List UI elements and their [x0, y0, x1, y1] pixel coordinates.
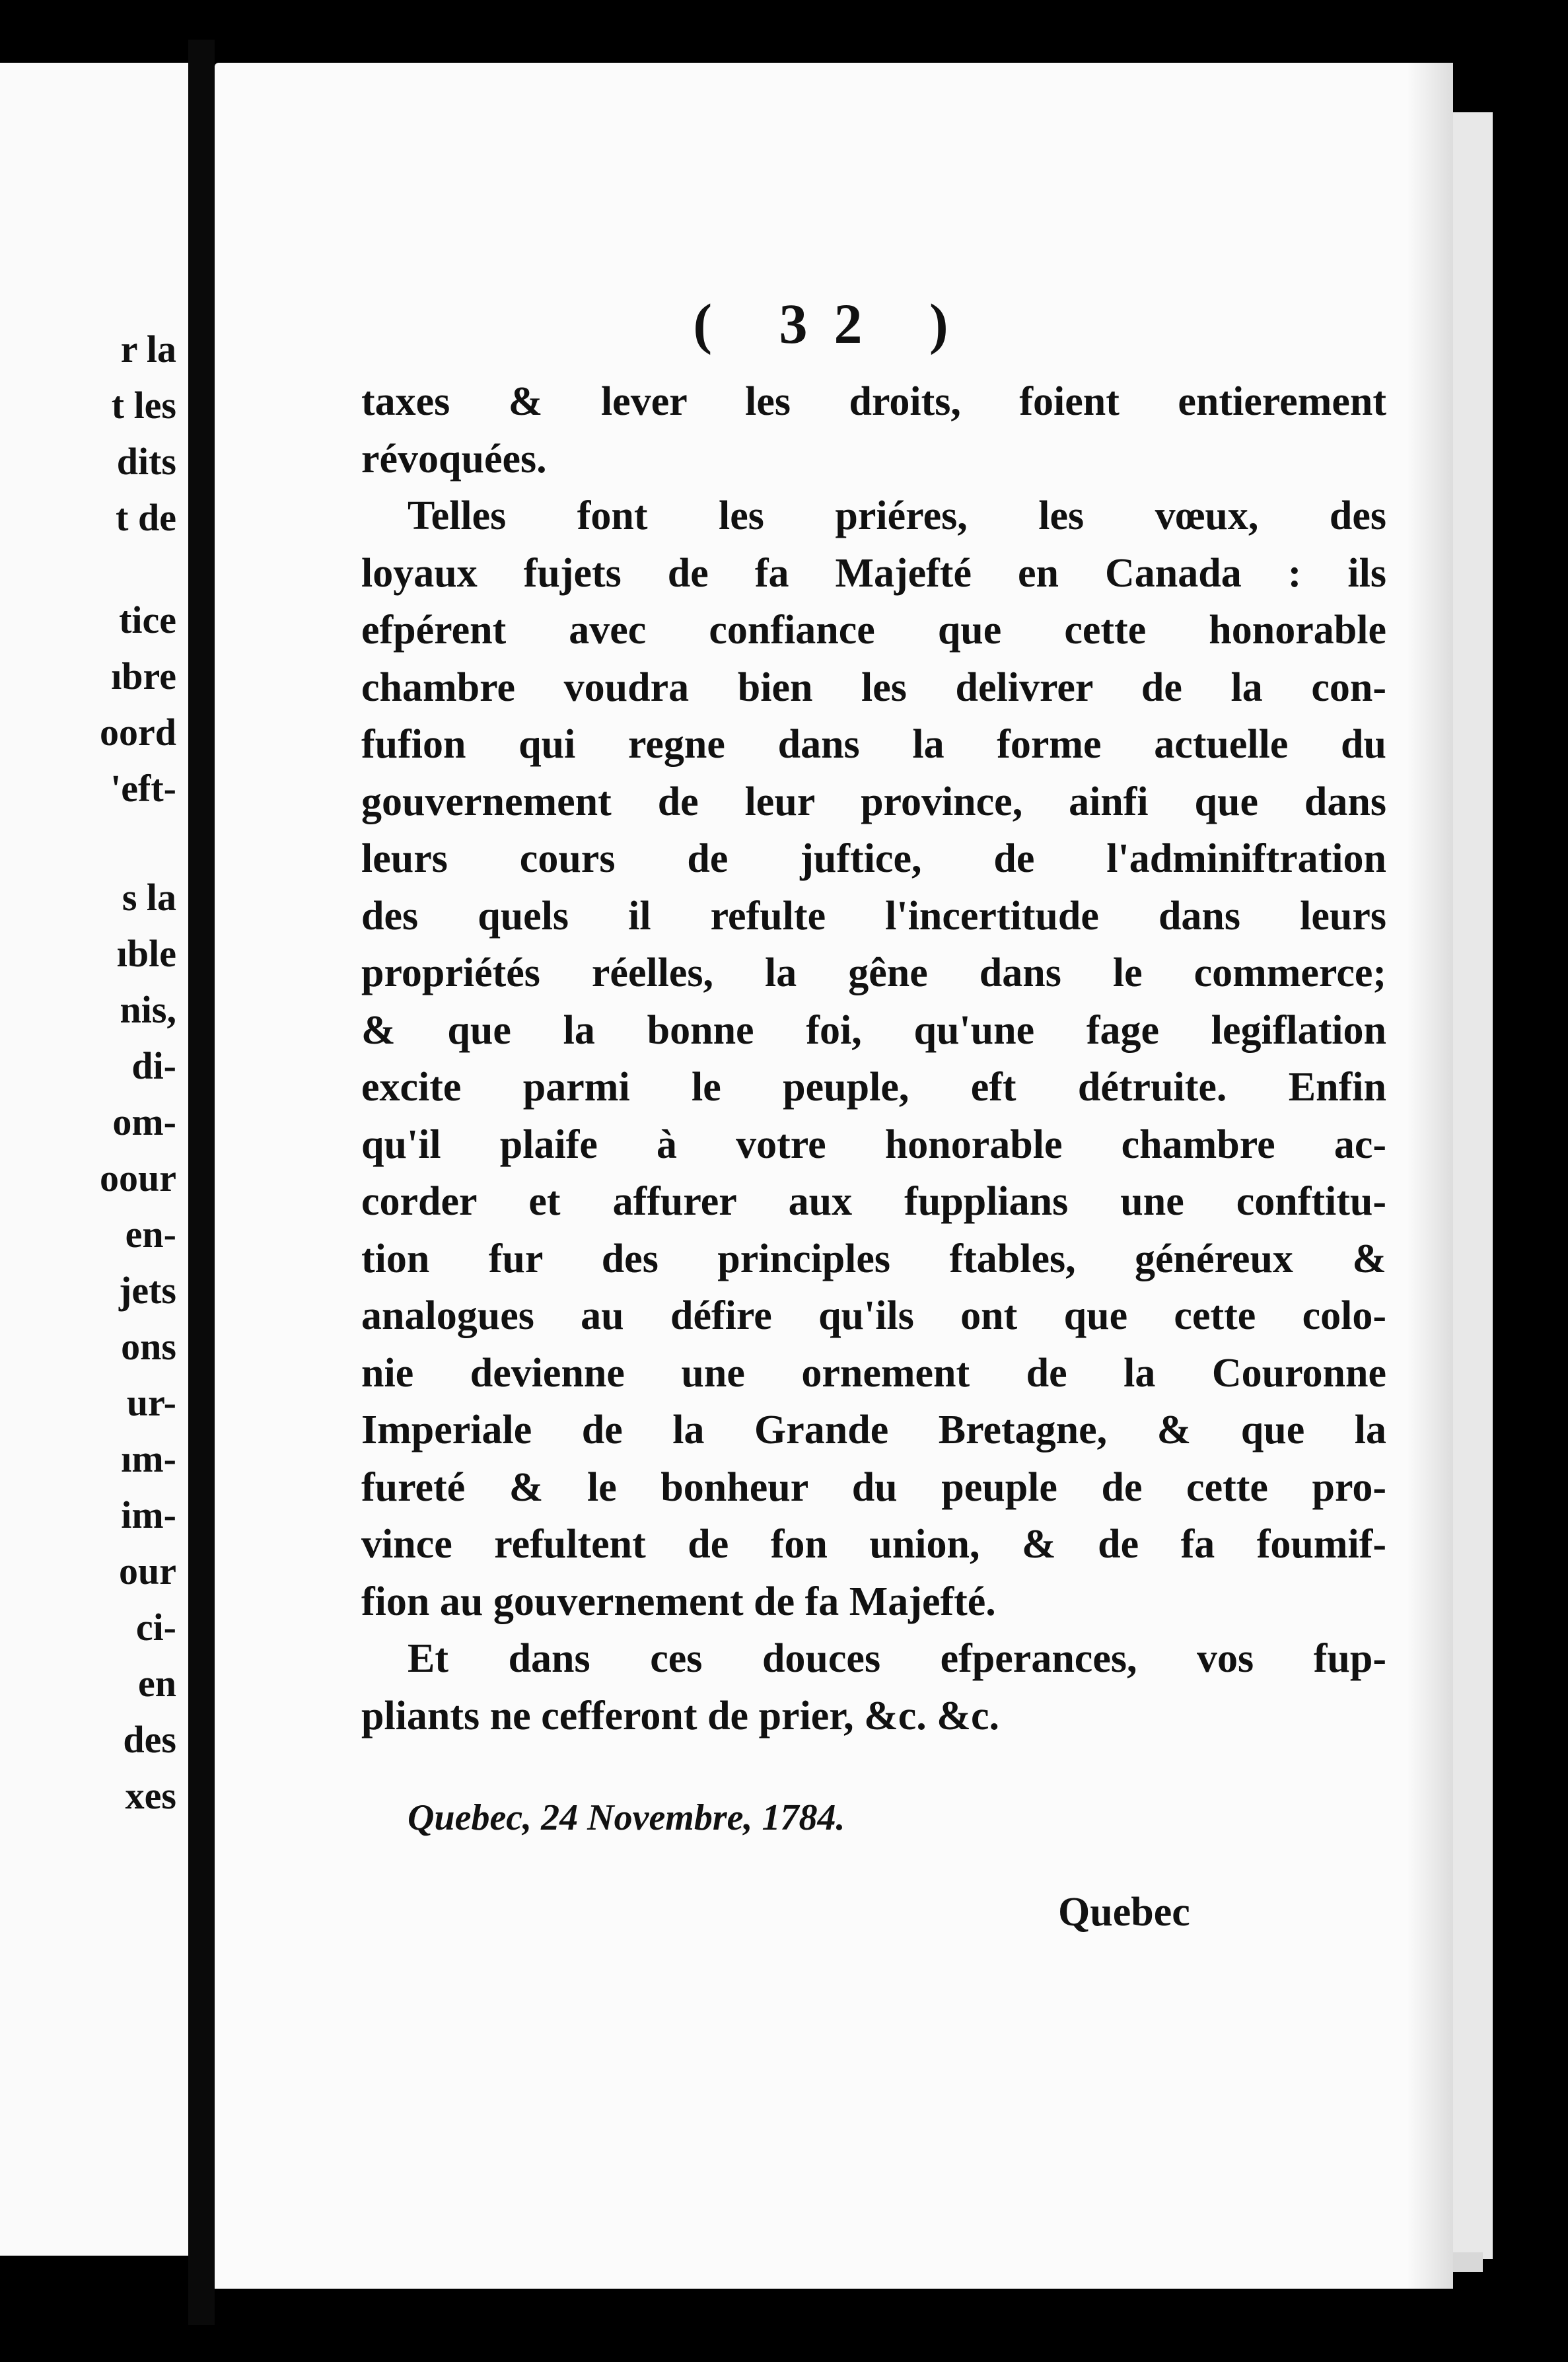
left-page-fragment: oour [100, 1157, 176, 1199]
text-line: excite parmi le peuple, eft détruite. Enfin [361, 1065, 1386, 1110]
text-line: gouvernement de leur province, ainfi que dans [361, 779, 1386, 824]
text-line: qu'il plaife à votre honorable chambre ac- [361, 1122, 1386, 1167]
left-page-fragment: ıble [116, 932, 176, 975]
text-line: corder et affurer aux fupplians une conftitu- [361, 1179, 1386, 1224]
left-page-fragment: s la [122, 876, 176, 919]
text-line: des quels il refulte l'incertitude dans leurs [361, 893, 1386, 939]
left-page-fragment: r la [120, 328, 176, 371]
text-line: efpérent avec confiance que cette honorable [361, 608, 1386, 653]
book-page [215, 63, 1453, 2289]
catchword: Quebec [1058, 1890, 1190, 1935]
left-page-fragment: 'eft- [110, 767, 176, 810]
text-line: Imperiale de la Grande Bretagne, & que la [361, 1408, 1386, 1452]
left-page-fragment: ci- [135, 1606, 176, 1649]
book-gutter [188, 40, 215, 2325]
text-line: révoquées. [361, 436, 547, 482]
text-line: nie devienne une ornement de la Couronne [361, 1350, 1386, 1396]
previous-page-fragment [0, 63, 188, 2256]
left-page-fragment: tice [119, 598, 176, 641]
left-page-fragment: jets [119, 1269, 176, 1312]
text-line: analogues au défire qu'ils ont que cette colo- [361, 1293, 1386, 1338]
text-line: taxes & lever les droits, foient entierement [361, 379, 1386, 424]
left-page-fragment: our [119, 1550, 176, 1593]
left-page-fragment: ons [121, 1325, 176, 1368]
text-line: Et dans ces douces efperances, vos fup- [408, 1636, 1386, 1681]
text-line: fion au gouvernement de fa Majefté. [361, 1579, 996, 1624]
left-page-fragment: oord [100, 711, 176, 754]
left-page-fragment: ım- [121, 1437, 176, 1480]
left-page-fragment: nis, [120, 988, 176, 1031]
body-text [361, 373, 1386, 1744]
left-page-fragment: des [123, 1718, 176, 1761]
page-number: ( 32 ) [693, 292, 975, 355]
left-page-fragment: di- [131, 1044, 176, 1087]
text-line: fufion qui regne dans la forme actuelle du [361, 722, 1386, 767]
text-line: chambre voudra bien les delivrer de la con- [361, 664, 1386, 710]
text-line: vince refultent de fon union, & de fa foumif- [361, 1522, 1386, 1567]
left-page-fragment: ur- [126, 1381, 176, 1424]
left-page-fragment: t de [116, 496, 176, 539]
text-line: loyaux fujets de fa Majefté en Canada : ils [361, 550, 1386, 596]
left-page-fragment: en- [125, 1213, 176, 1256]
left-page-fragment: dits [116, 440, 176, 483]
text-line: pliants ne cefferont de prier, &c. &c. [361, 1693, 999, 1738]
left-page-fragment: xes [125, 1774, 176, 1817]
text-line: tion fur des principles ftables, généreux & [361, 1236, 1386, 1281]
page-edge-right [1453, 112, 1493, 2259]
text-line: fureté & le bonheur du peuple de cette pro- [361, 1464, 1386, 1510]
left-page-fragment: im- [121, 1493, 176, 1536]
left-page-fragment: ıbre [111, 655, 176, 698]
left-page-fragment: om- [112, 1100, 176, 1143]
left-page-fragment: t les [111, 384, 176, 427]
text-line: & que la bonne foi, qu'une fage legiflation [361, 1007, 1386, 1053]
text-line: Telles font les priéres, les vœux, des [408, 493, 1386, 538]
text-line: leurs cours de juftice, de l'adminiftration [361, 836, 1386, 881]
left-page-fragment: en [138, 1662, 176, 1705]
dateline: Quebec, 24 Novembre, 1784. [408, 1797, 845, 1838]
text-line: propriétés réelles, la gêne dans le commerce; [361, 950, 1386, 995]
